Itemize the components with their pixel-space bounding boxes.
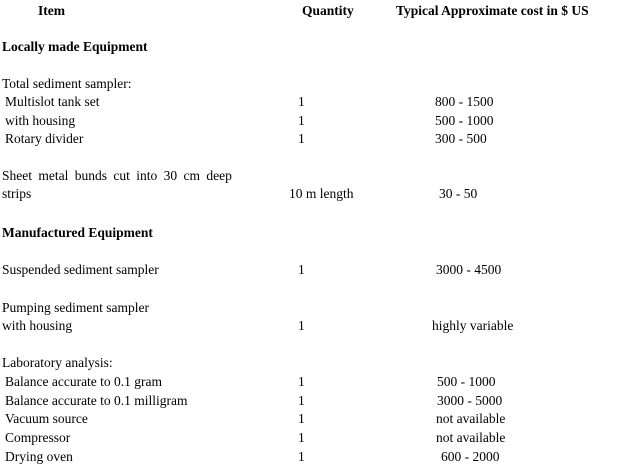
cost-pumping: highly variable [432, 318, 514, 333]
qty-drying-oven: 1 [298, 449, 305, 464]
qty-pumping: 1 [298, 318, 305, 333]
section-manufactured: Manufactured Equipment [2, 225, 153, 240]
header-item: Item [38, 3, 65, 18]
item-compressor: Compressor [5, 430, 71, 445]
item-pumping-line1: Pumping sediment sampler [2, 300, 149, 315]
item-rotary: Rotary divider [5, 131, 84, 146]
cost-housing: 500 - 1000 [435, 113, 494, 128]
qty-rotary: 1 [298, 131, 305, 146]
qty-vacuum: 1 [298, 411, 305, 426]
qty-housing: 1 [298, 113, 305, 128]
cost-balance-gram: 500 - 1000 [437, 374, 496, 389]
total-sediment-sampler-title: Total sediment sampler: [2, 76, 132, 91]
cost-multislot: 800 - 1500 [435, 94, 494, 109]
cost-balance-milligram: 3000 - 5000 [437, 393, 503, 408]
qty-sheet-metal: 10 m length [289, 186, 354, 201]
item-sheet-metal-line1: Sheet metal bunds cut into 30 cm deep [2, 168, 232, 183]
qty-suspended: 1 [298, 262, 305, 277]
item-sheet-metal-line2: strips [2, 186, 32, 201]
cost-rotary: 300 - 500 [435, 131, 487, 146]
item-balance-gram: Balance accurate to 0.1 gram [5, 374, 163, 389]
qty-multislot: 1 [298, 94, 305, 109]
item-suspended: Suspended sediment sampler [2, 262, 159, 277]
item-vacuum: Vacuum source [5, 411, 88, 426]
cost-sheet-metal: 30 - 50 [439, 186, 478, 201]
header-quantity: Quantity [302, 3, 354, 18]
section-locally-made: Locally made Equipment [2, 39, 148, 54]
qty-balance-milligram: 1 [298, 393, 305, 408]
qty-balance-gram: 1 [298, 374, 305, 389]
cost-suspended: 3000 - 4500 [436, 262, 502, 277]
cost-compressor: not available [436, 430, 506, 445]
header-cost: Typical Approximate cost in $ US [396, 3, 589, 18]
item-drying-oven: Drying oven [5, 449, 73, 464]
item-housing: with housing [5, 113, 76, 128]
item-pumping-line2: with housing [2, 318, 73, 333]
item-multislot: Multislot tank set [5, 94, 100, 109]
cost-vacuum: not available [436, 411, 506, 426]
item-balance-milligram: Balance accurate to 0.1 milligram [5, 393, 188, 408]
cost-drying-oven: 600 - 2000 [441, 449, 500, 464]
laboratory-analysis-title: Laboratory analysis: [2, 355, 113, 370]
qty-compressor: 1 [298, 430, 305, 445]
